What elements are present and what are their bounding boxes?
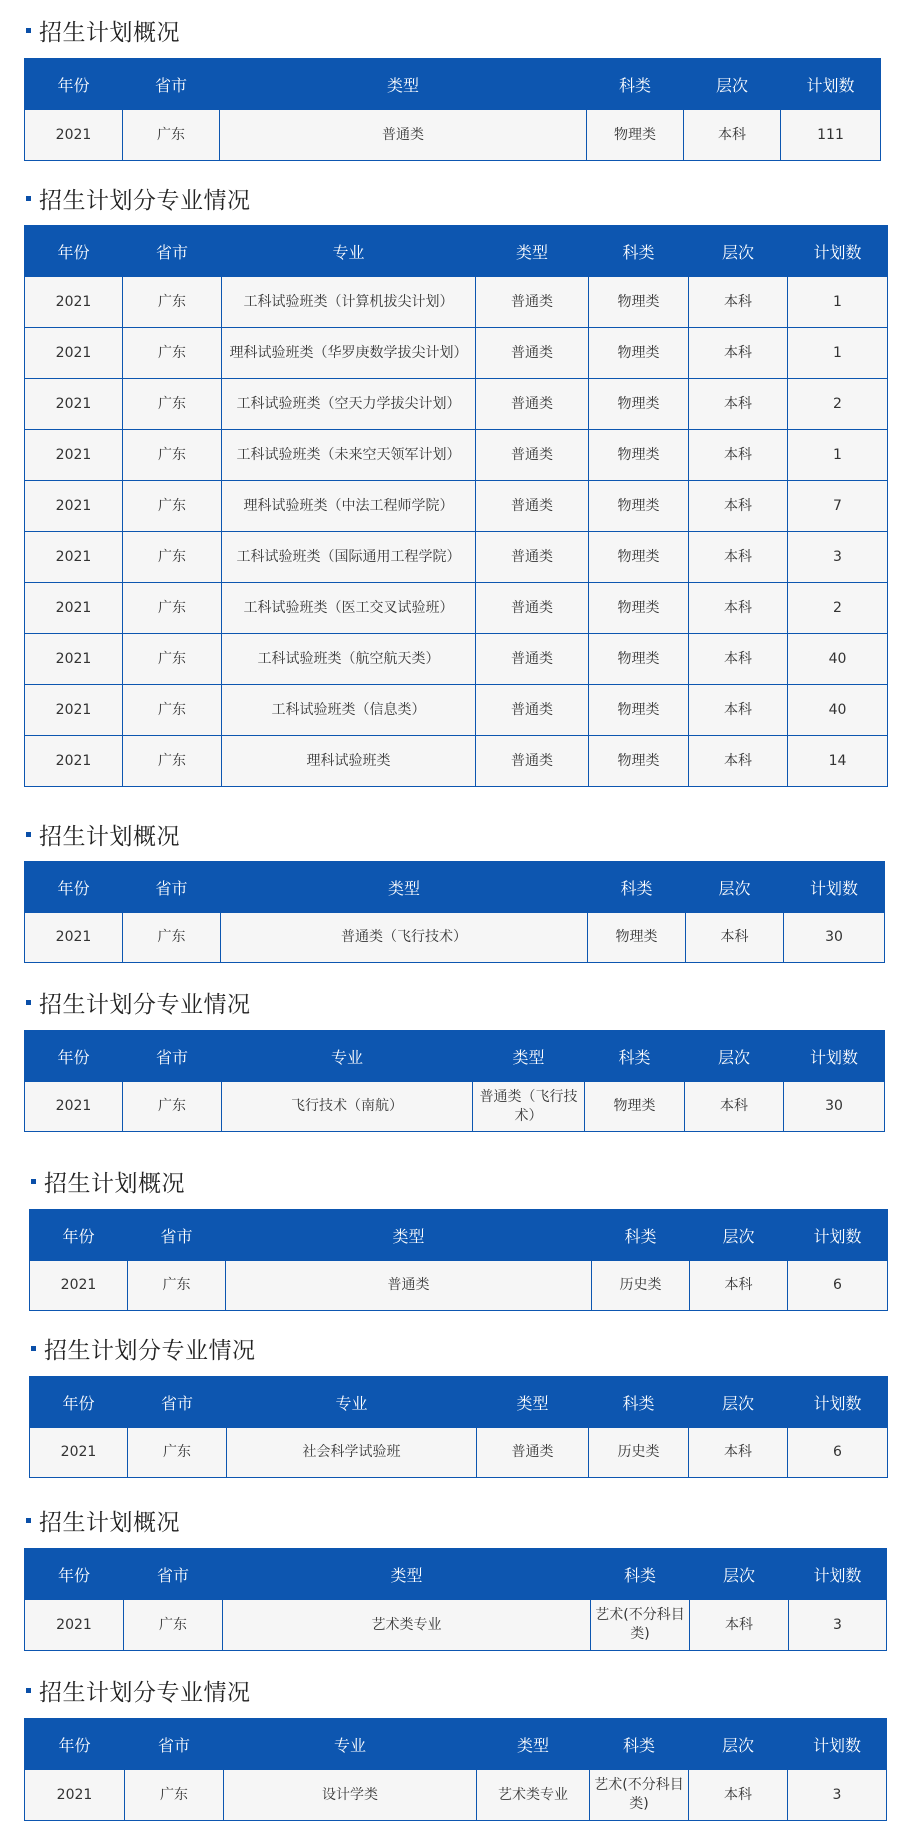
column-header: 科类: [585, 1031, 685, 1082]
table-cell: 40: [788, 685, 888, 736]
column-header: 计划数: [788, 1719, 887, 1770]
table-cell: 理科试验班类（华罗庚数学拔尖计划）: [222, 328, 476, 379]
column-header: 类型: [223, 1549, 591, 1600]
table-cell: 艺术类专业: [477, 1770, 590, 1821]
column-header: 省市: [125, 1719, 224, 1770]
table-cell: 工科试验班类（航空航天类）: [222, 634, 476, 685]
section-title: 招生计划分专业情况: [39, 1679, 251, 1706]
table-cell: 社会科学试验班: [227, 1428, 477, 1478]
section-title: 招生计划分专业情况: [39, 187, 251, 214]
table-cell: 30: [784, 913, 885, 963]
table-cell: 物理类: [589, 634, 689, 685]
bullet-icon: [26, 28, 31, 33]
header-row: [30, 1377, 888, 1428]
table-cell: 物理类: [589, 532, 689, 583]
column-header: 年份: [30, 1377, 128, 1428]
table-cell: 工科试验班类（国际通用工程学院）: [222, 532, 476, 583]
table-cell: 本科: [690, 1261, 788, 1311]
table-cell: 普通类: [476, 583, 589, 634]
column-header: 层次: [686, 862, 784, 913]
plan-table: [29, 1209, 888, 1311]
table-cell: 1: [788, 328, 888, 379]
column-header: 类型: [221, 862, 588, 913]
column-header: 层次: [690, 1549, 789, 1600]
header-row: [25, 1031, 885, 1082]
table-cell: 广东: [124, 1600, 223, 1651]
column-header: 科类: [590, 1719, 689, 1770]
table-cell: 艺术(不分科目类): [591, 1600, 690, 1651]
table-cell: 普通类: [476, 328, 589, 379]
column-header: 计划数: [784, 1031, 885, 1082]
table-cell: 本科: [689, 379, 788, 430]
column-header: 类型: [477, 1377, 589, 1428]
table-cell: 工科试验班类（空天力学拔尖计划）: [222, 379, 476, 430]
table-cell: 本科: [689, 1428, 788, 1478]
table-row: [25, 277, 888, 328]
section-heading: [29, 1161, 185, 1201]
table-cell: 普通类: [476, 634, 589, 685]
table-cell: 普通类: [476, 532, 589, 583]
column-header: 计划数: [788, 1377, 888, 1428]
table-cell: 本科: [684, 110, 781, 161]
bullet-icon: [26, 832, 31, 837]
table-cell: 广东: [123, 1082, 222, 1132]
column-header: 省市: [128, 1377, 227, 1428]
column-header: 类型: [473, 1031, 585, 1082]
table-cell: 工科试验班类（信息类）: [222, 685, 476, 736]
table-cell: 物理类: [589, 583, 689, 634]
column-header: 专业: [224, 1719, 477, 1770]
table-cell: 设计学类: [224, 1770, 477, 1821]
table-cell: 2: [788, 379, 888, 430]
table-cell: 3: [789, 1600, 887, 1651]
table-cell: 普通类: [476, 481, 589, 532]
plan-table: [24, 861, 885, 963]
table-cell: 物理类: [589, 685, 689, 736]
table-cell: 6: [788, 1261, 888, 1311]
section-heading: [24, 814, 180, 854]
table-cell: 2021: [25, 1600, 124, 1651]
table-cell: 本科: [689, 736, 788, 787]
header-row: [25, 1719, 887, 1770]
section-title: 招生计划概况: [39, 19, 180, 46]
table-row: [25, 685, 888, 736]
header-row: [25, 59, 881, 110]
table-cell: 艺术(不分科目类): [590, 1770, 689, 1821]
table-cell: 2021: [25, 277, 123, 328]
table-cell: 1: [788, 277, 888, 328]
table-row: [25, 328, 888, 379]
table-row: [25, 913, 885, 963]
column-header: 类型: [226, 1210, 592, 1261]
table-row: [25, 481, 888, 532]
column-header: 层次: [689, 226, 788, 277]
table-cell: 2021: [25, 685, 123, 736]
table-row: [25, 430, 888, 481]
table-cell: 广东: [128, 1261, 226, 1311]
table-row: [25, 532, 888, 583]
table-cell: 工科试验班类（计算机拔尖计划）: [222, 277, 476, 328]
table-row: [25, 1082, 885, 1132]
section-heading: [29, 1328, 256, 1368]
table-cell: 物理类: [585, 1082, 685, 1132]
table-cell: 艺术类专业: [223, 1600, 591, 1651]
column-header: 省市: [124, 1549, 223, 1600]
table-cell: 2021: [25, 1770, 125, 1821]
table-cell: 物理类: [589, 328, 689, 379]
table-cell: 广东: [123, 328, 222, 379]
table-cell: 广东: [123, 481, 222, 532]
table-cell: 广东: [123, 430, 222, 481]
table-cell: 2: [788, 583, 888, 634]
column-header: 年份: [25, 1031, 123, 1082]
column-header: 年份: [25, 1549, 124, 1600]
plan-table: [24, 1030, 885, 1132]
bullet-icon: [26, 1518, 31, 1523]
column-header: 层次: [690, 1210, 788, 1261]
table-row: [25, 379, 888, 430]
header-row: [25, 862, 885, 913]
table-cell: 广东: [123, 277, 222, 328]
table-cell: 2021: [25, 110, 123, 161]
table-cell: 广东: [123, 583, 222, 634]
column-header: 省市: [123, 1031, 222, 1082]
table-cell: 普通类: [476, 685, 589, 736]
column-header: 类型: [477, 1719, 590, 1770]
bullet-icon: [26, 1000, 31, 1005]
column-header: 科类: [587, 59, 684, 110]
table-cell: 物理类: [589, 379, 689, 430]
column-header: 科类: [591, 1549, 690, 1600]
table-row: [25, 1600, 887, 1651]
column-header: 科类: [589, 1377, 689, 1428]
column-header: 年份: [25, 226, 123, 277]
table-cell: 物理类: [589, 277, 689, 328]
table-cell: 普通类: [226, 1261, 592, 1311]
plan-table: [24, 1548, 887, 1651]
table-row: [30, 1261, 888, 1311]
table-row: [30, 1428, 888, 1478]
section-heading: [24, 10, 180, 50]
column-header: 类型: [220, 59, 587, 110]
bullet-icon: [26, 1688, 31, 1693]
bullet-icon: [31, 1346, 36, 1351]
table-cell: 2021: [25, 328, 123, 379]
table-cell: 飞行技术（南航）: [222, 1082, 473, 1132]
table-cell: 2021: [25, 1082, 123, 1132]
column-header: 计划数: [788, 1210, 888, 1261]
section-title: 招生计划分专业情况: [44, 1337, 256, 1364]
column-header: 省市: [128, 1210, 226, 1261]
table-row: [25, 736, 888, 787]
table-cell: 普通类: [220, 110, 587, 161]
table-cell: 本科: [689, 328, 788, 379]
column-header: 计划数: [788, 226, 888, 277]
table-cell: 广东: [123, 685, 222, 736]
column-header: 类型: [476, 226, 589, 277]
table-cell: 本科: [689, 583, 788, 634]
table-cell: 广东: [128, 1428, 227, 1478]
table-cell: 6: [788, 1428, 888, 1478]
table-cell: 广东: [123, 913, 221, 963]
column-header: 省市: [123, 226, 222, 277]
table-cell: 2021: [25, 430, 123, 481]
table-cell: 2021: [25, 583, 123, 634]
section-heading: [24, 178, 251, 218]
plan-table: [29, 1376, 888, 1478]
column-header: 年份: [30, 1210, 128, 1261]
table-cell: 14: [788, 736, 888, 787]
column-header: 层次: [685, 1031, 784, 1082]
section-heading: [24, 1500, 180, 1540]
table-cell: 工科试验班类（医工交叉试验班）: [222, 583, 476, 634]
column-header: 年份: [25, 862, 123, 913]
bullet-icon: [26, 196, 31, 201]
table-cell: 广东: [123, 379, 222, 430]
table-cell: 普通类: [476, 430, 589, 481]
table-cell: 广东: [123, 110, 220, 161]
column-header: 专业: [222, 226, 476, 277]
section-title: 招生计划分专业情况: [39, 991, 251, 1018]
table-cell: 物理类: [589, 481, 689, 532]
table-cell: 普通类（飞行技术）: [473, 1082, 585, 1132]
table-cell: 2021: [25, 379, 123, 430]
table-cell: 本科: [689, 1770, 788, 1821]
header-row: [30, 1210, 888, 1261]
table-cell: 普通类: [476, 277, 589, 328]
column-header: 省市: [123, 59, 220, 110]
table-cell: 广东: [123, 634, 222, 685]
section-heading: [24, 1670, 251, 1710]
column-header: 层次: [689, 1377, 788, 1428]
column-header: 年份: [25, 59, 123, 110]
column-header: 层次: [684, 59, 781, 110]
plan-table: [24, 225, 888, 787]
table-cell: 广东: [123, 532, 222, 583]
table-cell: 本科: [685, 1082, 784, 1132]
table-row: [25, 583, 888, 634]
table-cell: 工科试验班类（未来空天领军计划）: [222, 430, 476, 481]
plan-table: [24, 1718, 887, 1821]
column-header: 科类: [589, 226, 689, 277]
table-cell: 广东: [123, 736, 222, 787]
table-cell: 理科试验班类: [222, 736, 476, 787]
table-cell: 物理类: [587, 110, 684, 161]
table-cell: 2021: [25, 913, 123, 963]
table-cell: 本科: [689, 634, 788, 685]
table-cell: 2021: [25, 532, 123, 583]
table-cell: 本科: [689, 532, 788, 583]
column-header: 计划数: [784, 862, 885, 913]
table-cell: 本科: [690, 1600, 789, 1651]
table-cell: 普通类（飞行技术）: [221, 913, 588, 963]
table-cell: 40: [788, 634, 888, 685]
table-cell: 普通类: [476, 736, 589, 787]
section-title: 招生计划概况: [39, 1509, 180, 1536]
table-cell: 历史类: [589, 1428, 689, 1478]
table-cell: 111: [781, 110, 881, 161]
header-row: [25, 226, 888, 277]
column-header: 年份: [25, 1719, 125, 1770]
table-cell: 理科试验班类（中法工程师学院）: [222, 481, 476, 532]
table-cell: 本科: [689, 277, 788, 328]
table-cell: 2021: [25, 736, 123, 787]
column-header: 省市: [123, 862, 221, 913]
table-cell: 7: [788, 481, 888, 532]
table-cell: 普通类: [477, 1428, 589, 1478]
table-row: [25, 1770, 887, 1821]
table-cell: 2021: [30, 1261, 128, 1311]
section-title: 招生计划概况: [39, 823, 180, 850]
table-cell: 物理类: [588, 913, 686, 963]
table-row: [25, 634, 888, 685]
column-header: 专业: [222, 1031, 473, 1082]
column-header: 科类: [588, 862, 686, 913]
column-header: 专业: [227, 1377, 477, 1428]
table-cell: 物理类: [589, 430, 689, 481]
table-cell: 物理类: [589, 736, 689, 787]
table-cell: 2021: [30, 1428, 128, 1478]
table-cell: 本科: [689, 685, 788, 736]
section-title: 招生计划概况: [44, 1170, 185, 1197]
table-cell: 普通类: [476, 379, 589, 430]
plan-table: [24, 58, 881, 161]
table-cell: 历史类: [592, 1261, 690, 1311]
table-cell: 本科: [689, 481, 788, 532]
header-row: [25, 1549, 887, 1600]
table-cell: 3: [788, 532, 888, 583]
table-cell: 30: [784, 1082, 885, 1132]
bullet-icon: [31, 1179, 36, 1184]
column-header: 层次: [689, 1719, 788, 1770]
column-header: 科类: [592, 1210, 690, 1261]
table-cell: 2021: [25, 481, 123, 532]
table-cell: 本科: [686, 913, 784, 963]
table-cell: 3: [788, 1770, 887, 1821]
table-cell: 广东: [125, 1770, 224, 1821]
section-heading: [24, 982, 251, 1022]
column-header: 计划数: [781, 59, 881, 110]
table-cell: 本科: [689, 430, 788, 481]
table-cell: 1: [788, 430, 888, 481]
column-header: 计划数: [789, 1549, 887, 1600]
table-row: [25, 110, 881, 161]
table-cell: 2021: [25, 634, 123, 685]
